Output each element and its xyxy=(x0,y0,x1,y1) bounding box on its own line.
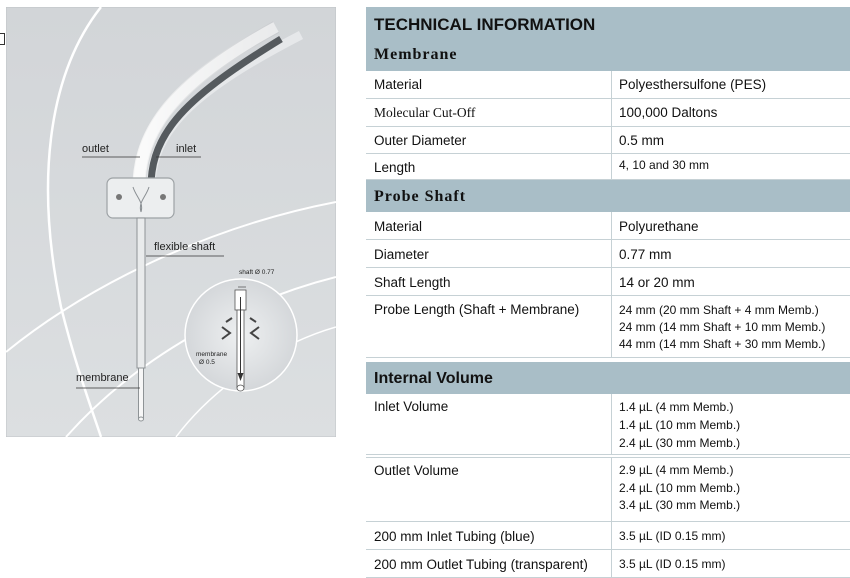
table-row xyxy=(366,240,850,268)
row-value: 4, 10 and 30 mm xyxy=(619,158,710,172)
table-row xyxy=(366,296,850,358)
row-label: 200 mm Outlet Tubing (transparent) xyxy=(374,557,588,572)
row-value-line: 44 mm (14 mm Shaft + 30 mm Memb.) xyxy=(619,337,826,351)
table-title: TECHNICAL INFORMATION xyxy=(374,15,596,34)
table-row xyxy=(366,394,850,455)
row-value-line: 1.4 µL (4 mm Memb.) xyxy=(619,400,734,414)
section-internal-volume-title: Internal Volume xyxy=(374,370,493,387)
row-value-line: 1.4 µL (10 mm Memb.) xyxy=(619,418,741,432)
table-row xyxy=(366,457,850,522)
row-value: Polyurethane xyxy=(619,219,699,234)
row-label: Molecular Cut-Off xyxy=(374,105,476,120)
table-row xyxy=(366,154,850,180)
table-row xyxy=(366,212,850,240)
row-label: 200 mm Inlet Tubing (blue) xyxy=(374,529,535,544)
row-label: Material xyxy=(374,77,423,92)
row-value: 0.5 mm xyxy=(619,133,665,148)
flexible-shaft-label: flexible shaft xyxy=(154,241,216,253)
row-label: Length xyxy=(374,160,416,175)
row-value-line: 2.9 µL (4 mm Memb.) xyxy=(619,463,734,477)
row-label: Inlet Volume xyxy=(374,399,449,414)
row-label: Material xyxy=(374,219,423,234)
row-value: 14 or 20 mm xyxy=(619,275,695,290)
row-label: Probe Length (Shaft + Membrane) xyxy=(374,302,580,317)
row-value-line: 2.4 µL (10 mm Memb.) xyxy=(619,481,741,495)
section-probe-shaft-title: Probe Shaft xyxy=(374,188,467,205)
table-title-header xyxy=(366,7,850,39)
section-membrane-header xyxy=(366,39,850,71)
row-value-line: 24 mm (20 mm Shaft + 4 mm Memb.) xyxy=(619,303,819,317)
row-value: Polyesthersulfone (PES) xyxy=(619,77,767,92)
section-internal-volume-header xyxy=(366,362,850,394)
text-cursor-icon xyxy=(0,33,5,45)
row-label: Outlet Volume xyxy=(374,463,459,478)
membrane-small-label: membrane xyxy=(196,351,228,358)
table-row xyxy=(366,127,850,154)
row-label: Shaft Length xyxy=(374,275,451,290)
outlet-label: outlet xyxy=(82,143,109,155)
table-row xyxy=(366,71,850,99)
shaft-dimension-label: shaft Ø 0.77 xyxy=(239,269,275,276)
membrane-dimension-label: Ø 0.5 xyxy=(199,359,215,366)
row-value: 0.77 mm xyxy=(619,247,672,262)
row-value-line: 2.4 µL (30 mm Memb.) xyxy=(619,436,741,450)
row-value-line: 3.4 µL (30 mm Memb.) xyxy=(619,498,741,512)
table-row xyxy=(366,268,850,296)
row-value: 3.5 µL (ID 0.15 mm) xyxy=(619,529,726,543)
membrane-label: membrane xyxy=(76,372,129,384)
probe-drawing xyxy=(6,7,336,437)
probe-illustration xyxy=(6,7,336,437)
section-membrane-title: Membrane xyxy=(374,46,458,63)
row-value: 3.5 µL (ID 0.15 mm) xyxy=(619,557,726,571)
section-probe-shaft-header xyxy=(366,180,850,212)
inlet-label: inlet xyxy=(176,143,197,155)
table-row xyxy=(366,522,850,550)
table-row xyxy=(366,99,850,127)
row-value-line: 24 mm (14 mm Shaft + 10 mm Memb.) xyxy=(619,320,826,334)
row-value: 100,000 Daltons xyxy=(619,105,718,120)
row-label: Diameter xyxy=(374,247,429,262)
row-label: Outer Diameter xyxy=(374,133,467,148)
